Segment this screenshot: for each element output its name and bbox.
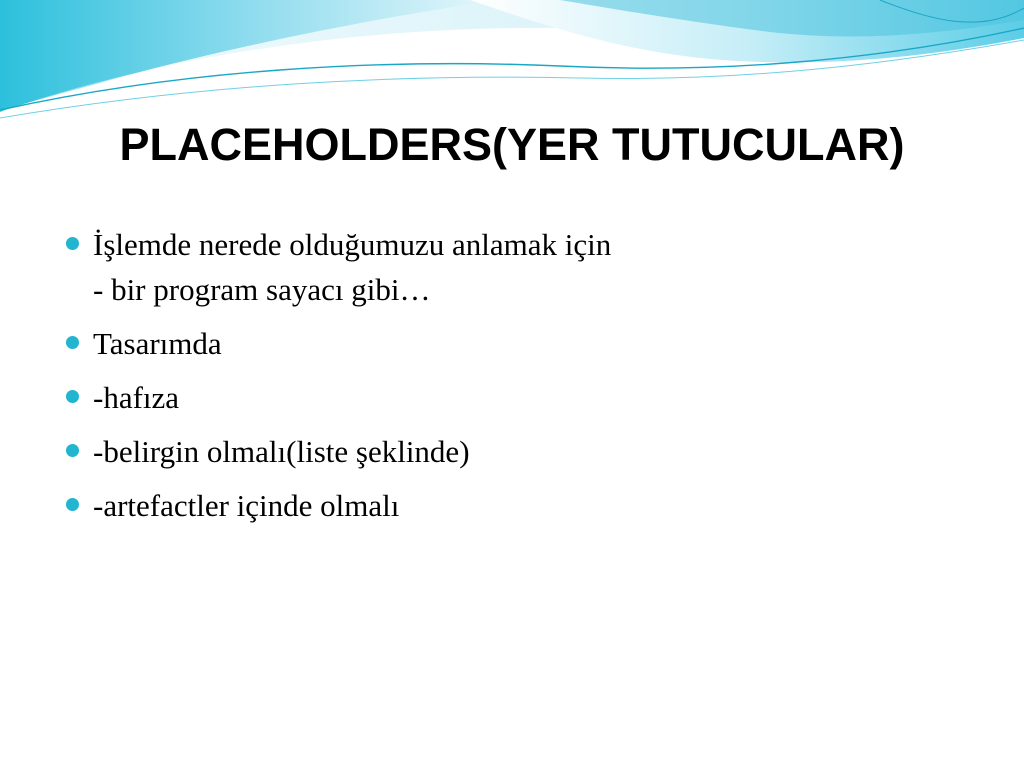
bullet-item — [66, 321, 986, 366]
bullet-text: -hafıza — [93, 380, 180, 415]
bullet-text: -artefactler içinde olmalı — [93, 488, 400, 523]
bullet-list — [66, 222, 986, 537]
bullet-text: Tasarımda — [93, 326, 222, 361]
bullet-text: İşlemde nerede olduğumuzu anlamak için — [93, 227, 612, 262]
bullet-dot-icon — [66, 390, 79, 403]
slide-title: PLACEHOLDERS(YER TUTUCULAR) — [119, 119, 905, 170]
bullet-dot-icon — [66, 498, 79, 511]
wave-header-decoration — [0, 0, 1024, 130]
bullet-dot-icon — [66, 336, 79, 349]
bullet-subline: - bir program sayacı gibi… — [93, 272, 431, 307]
bullet-text: -belirgin olmalı(liste şeklinde) — [93, 434, 470, 469]
bullet-item — [66, 483, 986, 528]
bullet-item — [66, 222, 986, 312]
bullet-dot-icon — [66, 237, 79, 250]
bullet-item — [66, 375, 986, 420]
bullet-item — [66, 429, 986, 474]
bullet-dot-icon — [66, 444, 79, 457]
